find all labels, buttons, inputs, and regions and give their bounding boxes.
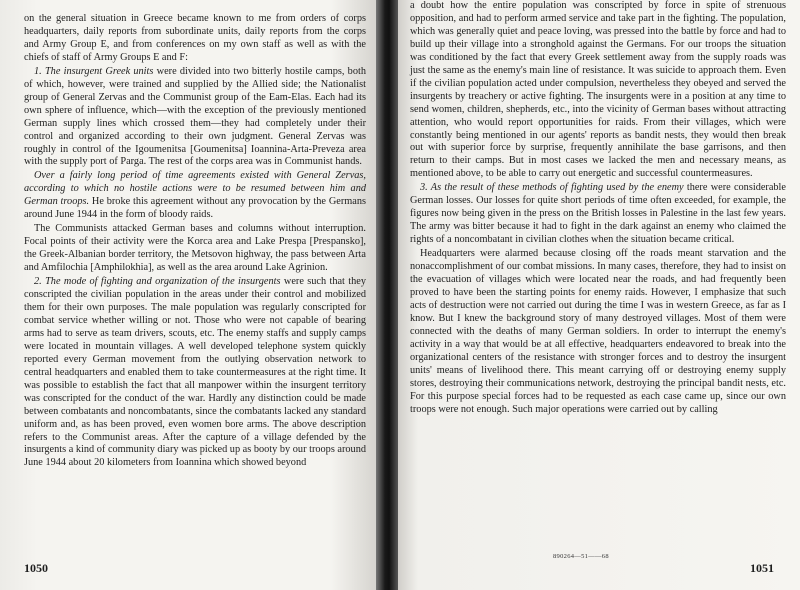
page-number: 1050: [24, 561, 48, 575]
book-gutter: [376, 0, 398, 590]
page-number: 1051: [750, 561, 774, 575]
paragraph: 1. The insurgent Greek units were divided into two bitterly hostile camps, both of which, however, were trained and supplied by the Allied side; the Nationalist group of General Zervas and the Communist group of the Eam-Elas. Each had its own sphere of influence, which—with the exception of the previously mentioned German supply lines which crossed them—they had completely under their control and organized according to their own judgment. General Zervas was roughly in control of the Igoumenitsa [Goumenitsa] Ioannina-Arta-Preveza area with the supply port of Parga. The rest of the corps area was in Communist hands.: [24, 65, 366, 168]
paragraph: a doubt how the entire population was conscripted by force in spite of strenuous opposition, and had to perform armed service and take part in the fighting. The population, which was generally quiet and peace loving, was pressed into the battle by force and had to build up their village into a stronghold against the Germans. For our troops the situation was conditioned by the fact that every Greek settlement away from the supply roads was just the same as the enemy's main line of resistance. It was suicide to approach them. Even if the civilian population acted under compulsion, nevertheless they obeyed and served the insurgents by treachery or active fighting. The insurgents were in a position at any time to send women, children, shepherds, etc., into the vicinity of German bases without attracting attention, who would report opportunities for raids. From their villages, which were constantly being mentioned in our agents' reports as bandit nests, they would then break out with superior force by surprise, frequently annihilate the base garrisons, and then return to their camps. But in most cases we lacked the men and necessary means, as mentioned above, to be able to carry out energetic and successful countermeasures.: [410, 0, 786, 180]
paragraph: 3. As the result of these methods of fighting used by the enemy there were considerable German losses. Our losses for quite short periods of time often exceeded, for example, the figures now being given in the press on the British losses in Palestine in the last few years. The army was bitter because it had to fight in the dark against an enemy who claimed the rights of a noncombatant in civilian clothes when the situation became critical.: [410, 182, 786, 246]
paragraph: Over a fairly long period of time agreements existed with General Zervas, according to which no hostile actions were to be resumed between him and German troops. He broke this agreement without any provocation by the Germans around June 1944 in the form of bloody raids.: [24, 170, 366, 221]
paragraph: on the general situation in Greece became known to me from orders of corps headquarters, daily reports from subordinate units, daily reports from the corps and Army Group E, and from conferences on my own staff as well as with the chiefs of staff of Army Groups E and F:: [24, 13, 366, 63]
paragraph: Headquarters were alarmed because closing off the roads meant starvation and the nonaccomplishment of our combat missions. In many cases, therefore, they had to insist on the evacuation of villages which were located near the roads, and had frequently been proved to have been the starting points for enemy raids. However, I emphasize that such acts of destruction were not carried out during the time I was in western Greece, as far as I know. But I knew the background story of many destroyed villages. Most of them were connected with the deaths of many German soldiers. In order to interrupt the enemy's activity in a way that would be at all effective, headquarters endeavored to break into the organizational centers of the resistance with stronger forces and to destroy the insurgent units' means of livelihood there. This meant carrying off or destroying enemy supply stores, destroying their communications network, destroying the principal bandit nests, etc. For this purpose special forces had to be requested as each case came up, since our own troops were not enough. Such major operations were carried out by calling: [410, 248, 786, 415]
paragraph: 2. The mode of fighting and organization of the insurgents were such that they conscripted the civilian population in the areas under their control and mobilized them for their own purposes. The male population was regularly conscripted for combat service whether willing or not. Those who were not capable of bearing arms had to serve as team drivers, scouts, etc. The enemy staffs and supply camps were located in mountain villages. A well developed telephone system quickly reported every German movement from the outlying observation network to central headquarters and enabled them to take countermeasures at the right time. It was possible to establish the fact that all manpower within the insurgent territory was conscripted for the conduct of the war. Hardly any distinction could be made between combatants and noncombatants, since the combatants lacked any standard uniform and, as has been proved, even women bore arms. The above description refers to the Communist areas. After the capture of a village defended by the insurgents a kind of community diary was picked up as booty by our troops around June 1944 about 20 kilometers from Ioannina which showed beyond: [24, 276, 366, 469]
right-page: [398, 0, 800, 590]
left-page: [0, 0, 376, 590]
paragraph: The Communists attacked German bases and columns without interruption. Focal points of their activity were the Korca area and Lake Prespa [Prespansko], the Greek-Albanian border territory, the Metsovon highway, the pass between Arta and Amfilochia [Amphilokhia], as well as the area around Lake Agrinion.: [24, 223, 366, 274]
printer-code: 890264—51——68: [553, 553, 609, 560]
left-page-text: [24, 13, 366, 470]
right-page-text: [410, 0, 786, 417]
